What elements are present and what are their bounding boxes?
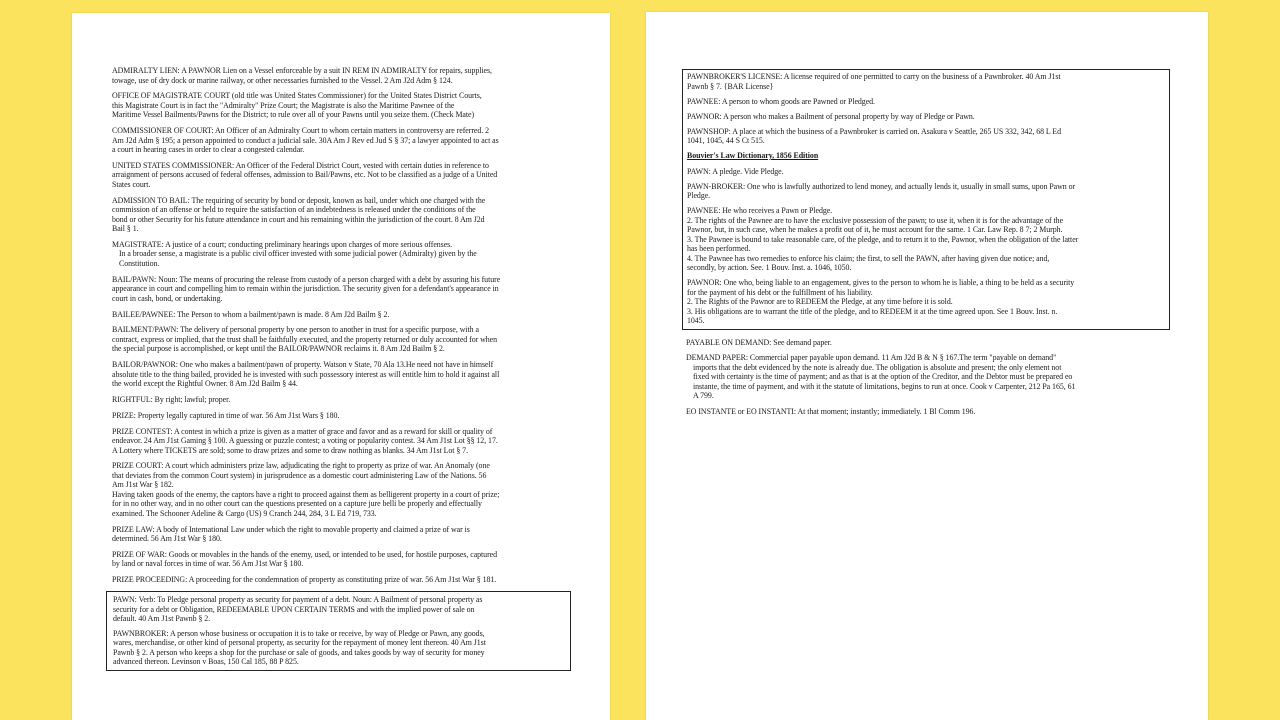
definition-line: arraignment of persons accused of federal offenses, admission to Bail/Pawns, etc. Not to be classified as a judge of a United bbox=[112, 170, 498, 180]
definition-entry bbox=[687, 167, 1165, 177]
definition-line: Pawnb § 2. A person who keeps a shop for the purchase or sale of goods, and takes goods by way of security for money bbox=[113, 647, 485, 657]
definition-line: PAWNBROKER: A person whose business or occupation it is to take or receive, by way of Pledge or Pawn, any goods, bbox=[113, 628, 485, 638]
definition-line: Pawnb § 7. {BAR License} bbox=[687, 81, 774, 91]
definition-entry bbox=[113, 629, 565, 667]
definition-line: EO INSTANTE or EO INSTANTI: At that moment; instantly; immediately. 1 Bl Comm 196. bbox=[686, 407, 976, 417]
bouvier-heading: Bouvier's Law Dictionary, 1856 Edition bbox=[687, 151, 819, 160]
definition-entry bbox=[687, 182, 1165, 201]
document-page-left bbox=[72, 13, 610, 720]
definition-line: towage, use of dry dock or marine railway, or other necessaries furnished to the Vessel. 2 Am J2d Adm § 124. bbox=[112, 75, 453, 85]
definition-line: A Lottery where TICKETS are sold; some to draw prizes and some to draw nothing as blanks. 34 Am J1st Lot § 7. bbox=[112, 445, 469, 455]
definition-entry bbox=[112, 196, 571, 234]
definition-line: appearance in court and compelling him to remain within the jurisdiction. The security given for a defendant's appearance in bbox=[112, 284, 499, 294]
definition-entry bbox=[687, 72, 1165, 91]
definition-line: 3. His obligations are to warrant the title of the pledge, and to REDEEM it at the time agreed upon. See 1 Bouv. Inst. n. bbox=[687, 306, 1058, 316]
definition-line: for in no other way, and in no other court can the questions presented on a capture jure belli be properly and effectually bbox=[112, 499, 482, 509]
definition-entry bbox=[687, 112, 1165, 122]
definition-line: PRIZE: Property legally captured in time of war. 56 Am J1st Wars § 180. bbox=[112, 410, 340, 420]
right-page-text-column bbox=[686, 69, 1170, 423]
definition-line: MAGISTRATE: A justice of a court; conducting preliminary hearings upon charges of more serious offenses. bbox=[112, 239, 453, 249]
definition-line: wares, merchandise, or other kind of personal property, as security for the repayment of money lent thereon. 40 Am J1st bbox=[113, 638, 486, 648]
definition-line: Maritime Vessel Bailments/Pawns for the District; to rule over all of your Pawns until you seize them. (Check Mate) bbox=[112, 110, 475, 120]
definition-line: Constitution. bbox=[119, 258, 160, 268]
definition-entry bbox=[112, 91, 571, 120]
definition-line: has been performed. bbox=[687, 244, 751, 253]
definition-line: advanced thereon. Levinson v Boas, 150 Cal 185, 88 P 825. bbox=[113, 657, 299, 667]
definition-entry bbox=[112, 126, 571, 155]
definition-entry bbox=[113, 595, 565, 624]
definition-entry bbox=[686, 407, 1170, 417]
definition-line: imports that the debt evidenced by the note is already due. The obligation is absolute and present; the only element not bbox=[693, 362, 1062, 372]
definition-line: PAWNSHOP: A place at which the business of a Pawnbroker is carried on. Asakura v Seattle, 265 US 332, 342, 68 L Ed bbox=[687, 126, 1061, 136]
definition-line: PAWNEE: He who receives a Pawn or Pledge. bbox=[687, 206, 833, 215]
definition-entry bbox=[112, 427, 571, 456]
definition-line: States court. bbox=[112, 179, 151, 189]
definition-line: that deviates from the common Court system) in jurisprudence as a domestic court administering Law of the Nations. 56 bbox=[112, 470, 487, 480]
definition-entry bbox=[112, 360, 571, 389]
definition-entry bbox=[112, 240, 571, 269]
definition-line: 1045. bbox=[687, 316, 705, 325]
definition-line: PRIZE CONTEST: A contest in which a prize is given as a matter of grace and favor and as a reward for skill or quality of bbox=[112, 426, 493, 436]
definition-line: fixed with certainty is the time of payment; and as that is at the option of the Creditor, and the Debtor must be prepared eo bbox=[693, 372, 1073, 382]
definition-line: PRIZE LAW: A body of International Law under which the right to movable property and claimed a prize of war is bbox=[112, 524, 470, 534]
definition-line: determined. 56 Am J1st War § 180. bbox=[112, 534, 222, 544]
definition-line: court in cash, bond, or undertaking. bbox=[112, 293, 223, 303]
definition-entry bbox=[112, 411, 571, 421]
definition-line: for the payment of his debt or the fulfillment of his liability. bbox=[687, 287, 873, 297]
definition-line: secondly, by action. See. 1 Bouv. Inst. a. 1046, 1050. bbox=[687, 263, 852, 272]
definition-line: Pawnor, but, in such case, when he makes a profit out of it, he must account for the same. 1 Car. Law Rep. 8 7; 2 Murph. bbox=[687, 225, 1063, 234]
definition-entry bbox=[687, 278, 1165, 326]
definition-line: DEMAND PAPER: Commercial paper payable upon demand. 11 Am J2d B & N § 167.The term "payable on demand" bbox=[686, 353, 1057, 363]
definition-line: absolute title to the thing bailed, provided he is invested with such possessory interest as will entitle him to hold it against all bbox=[112, 369, 500, 379]
definition-line: Am J1st War § 182. bbox=[112, 480, 174, 490]
definition-line: PAWNBROKER'S LICENSE: A license required of one permitted to carry on the business of a Pawnbroker. 40 Am J1st bbox=[687, 72, 1061, 81]
definition-line: 2. The rights of the Pawnee are to have the exclusive possession of the pawn; to use it, when it is for the advantage of the bbox=[687, 215, 1064, 225]
definition-line: BAILMENT/PAWN: The delivery of personal property by one person to another in trust for a specific purpose, with a bbox=[112, 325, 479, 335]
definition-line: PAWNOR: One who, being liable to an engagement, gives to the person to whom he is liable, a thing to be held as a security bbox=[687, 278, 1075, 287]
definition-line: ADMISSION TO BAIL: The requiring of security by bond or deposit, known as bail, under which one charged with the bbox=[112, 195, 486, 205]
definition-entry bbox=[112, 575, 571, 585]
definition-line: OFFICE OF MAGISTRATE COURT (old title was United States Commissioner) for the United States District Courts, bbox=[112, 91, 482, 101]
definition-line: PRIZE PROCEEDING: A proceeding for the condemnation of property as constituting prize of war. 56 Am J1st War § 181. bbox=[112, 575, 497, 585]
definition-entry bbox=[112, 550, 571, 569]
pawn-definitions-box bbox=[106, 591, 571, 671]
definition-line: a court in hearing cases in order to clear a congested calendar. bbox=[112, 145, 305, 155]
definition-entry bbox=[687, 206, 1165, 273]
definition-line: Am J2d Adm § 195; a person appointed to conduct a judicial sale. 30A Am J Rev ed Jud S § 37; a lawyer appointed to act as bbox=[112, 135, 499, 145]
definition-entry bbox=[687, 97, 1165, 107]
definition-entry bbox=[686, 353, 1170, 401]
definition-entry bbox=[112, 395, 571, 405]
definition-line: BAIL/PAWN: Noun: The means of procuring the release from custody of a person charged with a debt by assuring his future bbox=[112, 274, 501, 284]
definition-line: ADMIRALTY LIEN: A PAWNOR Lien on a Vessel enforceable by a suit IN REM IN ADMIRALTY for repairs, supplies, bbox=[112, 66, 492, 75]
definition-line: bond or other Security for his future attendance in court and his remaining within the jurisdiction of the court. 8 Am J2d bbox=[112, 214, 485, 224]
definition-entry bbox=[112, 161, 571, 190]
definition-line: PAWNOR: A person who makes a Bailment of personal property by way of Pledge or Pawn. bbox=[687, 111, 975, 121]
document-page-right bbox=[646, 12, 1208, 720]
definition-line: commission of an offense or held to require the satisfaction of an indebtedness is released under the conditions of the bbox=[112, 205, 476, 215]
definition-line: 1041, 1045, 44 S Ct 515. bbox=[687, 136, 765, 145]
definition-entry bbox=[112, 275, 571, 304]
definition-line: endeavor. 24 Am J1st Gaming § 100. A guessing or puzzle contest; a voting or popularity contest. 34 Am J1st Lot §§ 12, 17. bbox=[112, 436, 498, 446]
definition-line: PAYABLE ON DEMAND: See demand paper. bbox=[686, 337, 832, 347]
definition-line: RIGHTFUL: By right; lawful; proper. bbox=[112, 394, 231, 404]
definition-line: PAWN: A pledge. Vide Pledge. bbox=[687, 166, 784, 176]
definition-line: A 799. bbox=[693, 391, 714, 401]
definition-line: COMMISSIONER OF COURT: An Officer of an Admiralty Court to whom certain matters in controversy are referred. 2 bbox=[112, 126, 489, 136]
definition-line: the special purpose is accomplished, or kept until the BAILOR/PAWNOR reclaims it. 8 Am J2d Bailm § 2. bbox=[112, 344, 445, 354]
definition-line: UNITED STATES COMMISSIONER: An Officer of the Federal District Court, vested with certain duties in reference to bbox=[112, 160, 489, 170]
definition-line: PAWN: Verb: To Pledge personal property as security for payment of a debt. Noun: A Bailment of personal property as bbox=[113, 595, 483, 605]
definition-line: instante, the time of payment, and with it the statute of limitations, begins to run at once. Cook v Carpenter, 212 Pa 165, 61 bbox=[693, 381, 1076, 391]
definition-line: Bail § 1. bbox=[112, 224, 139, 234]
definition-line: PRIZE OF WAR: Goods or movables in the hands of the enemy, used, or intended to be used, for hostile purposes, captured bbox=[112, 549, 498, 559]
definition-entry bbox=[112, 325, 571, 354]
left-page-text-column bbox=[112, 66, 571, 677]
pawnbroker-definitions-box bbox=[682, 69, 1170, 330]
definition-line: BAILOR/PAWNOR: One who makes a bailment/pawn of property. Watson v State, 70 Ala 13.He need not have in himself bbox=[112, 360, 494, 370]
definition-line: security for a debt or Obligation, REDEEMABLE UPON CERTAIN TERMS and with the implied power of sale on bbox=[113, 604, 475, 614]
definition-line: 3. The Pawnee is bound to take reasonable care, of the pledge, and to return it to the, Pawnor, when the obligation of the latter bbox=[687, 234, 1079, 244]
definition-line: PAWNEE: A person to whom goods are Pawned or Pledged. bbox=[687, 96, 875, 106]
definition-entry bbox=[112, 525, 571, 544]
definition-line: Having taken goods of the enemy, the captors have a right to proceed against them as belligerent property in a court of prize; bbox=[112, 489, 500, 499]
definition-line: default. 40 Am J1st Pawnb § 2. bbox=[113, 614, 211, 624]
definition-entry bbox=[112, 461, 571, 518]
definition-line: this Magistrate Court is in fact the "Admiralty" Prize Court; the Magistrate is also the Maritime Pawnee of the bbox=[112, 100, 455, 110]
definition-entry bbox=[687, 127, 1165, 146]
definition-line: PAWN-BROKER: One who is lawfully authorized to lend money, and actually lends it, usually in small sums, upon Pawn or bbox=[687, 181, 1076, 191]
definition-line: In a broader sense, a magistrate is a public civil officer invested with some judicial power (Admiralty) given by the bbox=[119, 249, 477, 259]
definition-line: PRIZE COURT: A court which administers prize law, adjudicating the right to property as prize of war. An Anomaly (one bbox=[112, 461, 490, 471]
definition-line: Pledge. bbox=[687, 191, 711, 200]
definition-line: examined. The Schooner Adeline & Cargo (US) 9 Cranch 244, 284, 3 L Ed 719, 733. bbox=[112, 508, 377, 518]
definition-line: the world except the Rightful Owner. 8 Am J2d Bailm § 44. bbox=[112, 379, 298, 389]
definition-entry bbox=[686, 338, 1170, 348]
definition-line: by land or naval forces in time of war. 56 Am J1st War § 180. bbox=[112, 559, 304, 569]
definition-entry bbox=[112, 66, 571, 85]
definition-line: 2. The Rights of the Pawnor are to REDEEM the Pledge, at any time before it is sold. bbox=[687, 297, 953, 306]
definition-line: contract, express or implied, that the trust shall be faithfully executed, and the property returned or duly accounted for when bbox=[112, 334, 497, 344]
definition-entry bbox=[112, 310, 571, 320]
definition-line: BAILEE/PAWNEE: The Person to whom a bailment/pawn is made. 8 Am J2d Bailm § 2. bbox=[112, 309, 390, 319]
definition-line: 4. The Pawnee has two remedies to enforce his claim; the first, to sell the PAWN, after having given due notice; and, bbox=[687, 253, 1050, 263]
